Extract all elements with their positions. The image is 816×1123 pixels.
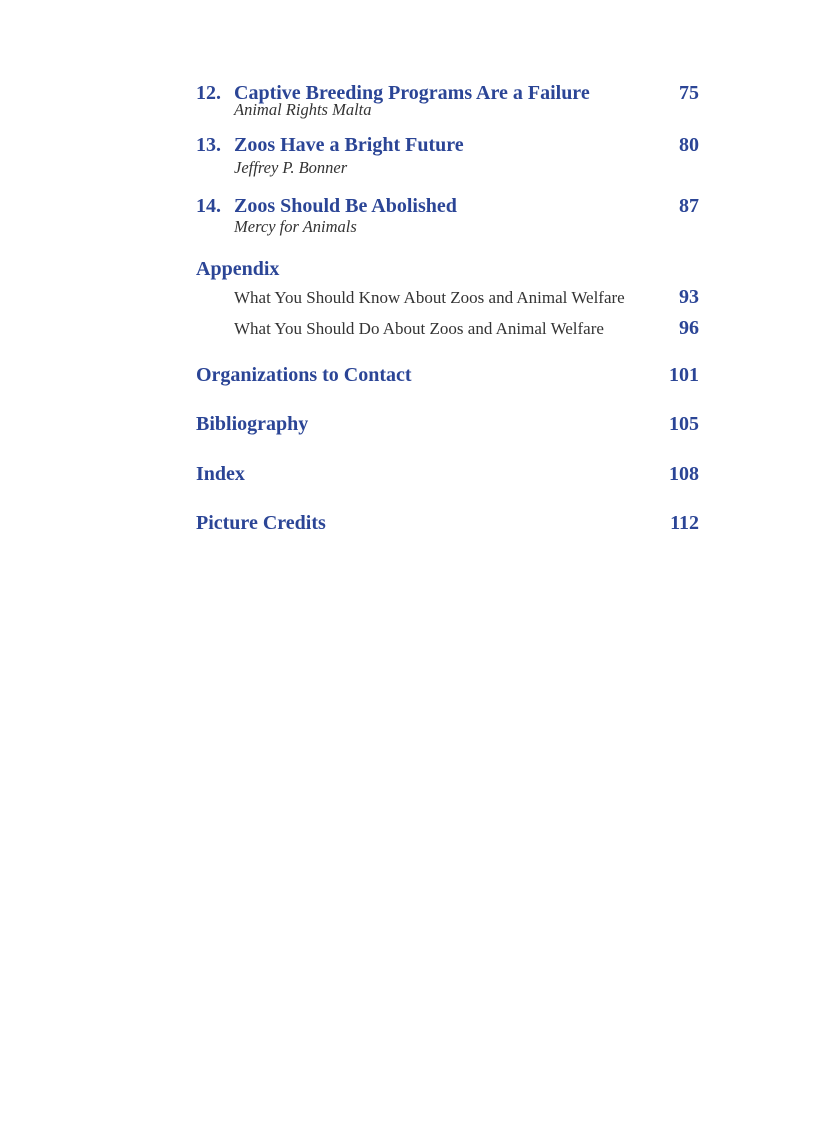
- toc-entry-index[interactable]: [196, 461, 699, 487]
- appendix-item-label: What You Should Do About Zoos and Animal Welfare: [234, 319, 604, 338]
- table-of-contents: [196, 80, 699, 536]
- chapter-author: Jeffrey P. Bonner: [234, 158, 348, 177]
- toc-entry-appendix-know[interactable]: [196, 282, 699, 313]
- page-number: 105: [669, 413, 699, 435]
- toc-entry-bibliography[interactable]: [196, 411, 699, 437]
- toc-entry-appendix-do[interactable]: [196, 313, 699, 344]
- appendix-heading[interactable]: Appendix: [196, 258, 280, 280]
- entry-title: Bibliography: [196, 413, 309, 435]
- toc-entry-chapter-12[interactable]: [196, 80, 699, 120]
- toc-entry-organizations[interactable]: [196, 362, 699, 388]
- page-number: 87: [679, 195, 699, 217]
- page-number: 93: [679, 286, 699, 308]
- page-number: 80: [679, 134, 699, 156]
- page-number: 75: [679, 82, 699, 104]
- chapter-title: Captive Breeding Programs Are a Failure: [234, 82, 590, 104]
- chapter-number: 12.: [196, 82, 221, 104]
- page-number: 108: [669, 463, 699, 485]
- page-number: 101: [669, 364, 699, 386]
- chapter-title: Zoos Have a Bright Future: [234, 134, 464, 156]
- entry-title: Organizations to Contact: [196, 364, 412, 386]
- page-number: 96: [679, 317, 699, 339]
- toc-entry-chapter-13[interactable]: [196, 132, 699, 178]
- toc-entry-chapter-14[interactable]: [196, 193, 699, 237]
- page-number: 112: [670, 512, 699, 534]
- entry-title: Picture Credits: [196, 512, 326, 534]
- chapter-author: Animal Rights Malta: [234, 100, 372, 119]
- toc-entry-picture-credits[interactable]: [196, 510, 699, 536]
- chapter-number: 13.: [196, 134, 221, 156]
- chapter-title: Zoos Should Be Abolished: [234, 195, 457, 217]
- chapter-author: Mercy for Animals: [234, 217, 357, 236]
- appendix-item-label: What You Should Know About Zoos and Animal Welfare: [234, 288, 625, 307]
- entry-title: Index: [196, 463, 245, 485]
- toc-section-appendix: [196, 256, 699, 344]
- chapter-number: 14.: [196, 195, 221, 217]
